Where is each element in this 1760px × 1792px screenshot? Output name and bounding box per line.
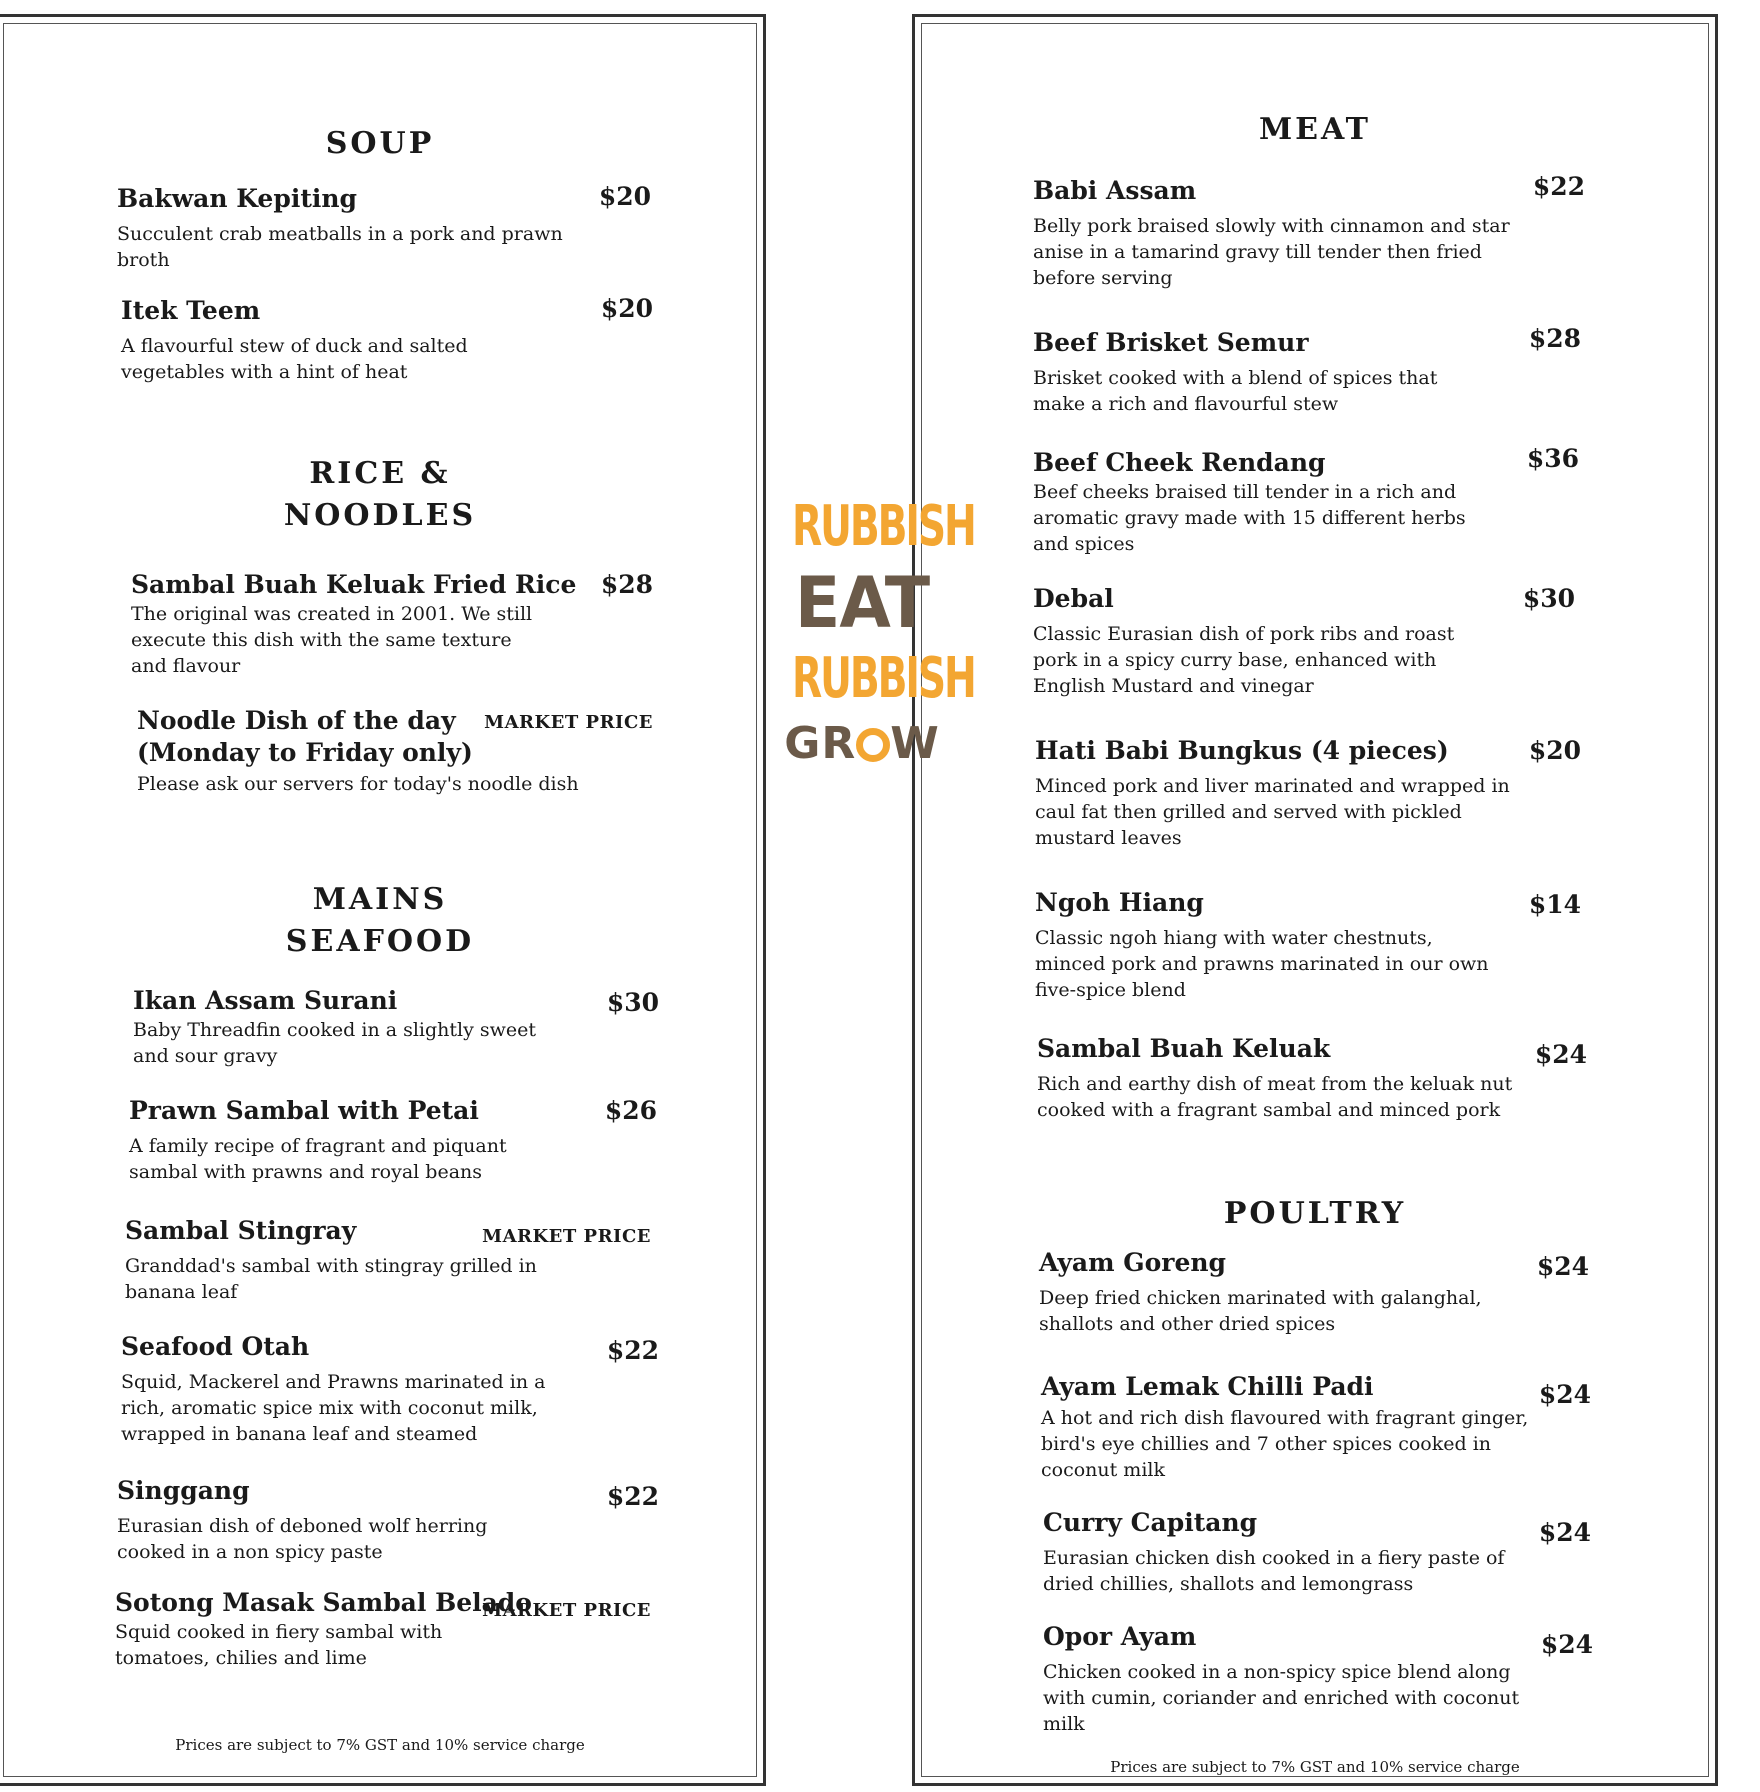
item-description: Belly pork braised slowly with cinnamon and star anise in a tamarind gravy till tender then fried before serving (1033, 215, 1510, 289)
logo-line: RUBBISH (792, 646, 975, 711)
item-price: $28 (1528, 324, 1581, 353)
item-price: $24 (1540, 1630, 1593, 1659)
item-name: Itek Teem (121, 296, 261, 325)
item-price: $24 (1534, 1040, 1587, 1069)
heading-line: SEAFOOD (285, 924, 475, 959)
menu-item (1035, 887, 1505, 1003)
item-description: Squid, Mackerel and Prawns marinated in a rich, aromatic spice mix with coconut milk, wrapped in banana leaf and steamed (121, 1371, 546, 1445)
item-price: MARKET PRICE (482, 1226, 651, 1247)
logo-line (762, 716, 962, 772)
item-name: Curry Capitang (1043, 1508, 1258, 1537)
logo-line: EAT (794, 562, 930, 644)
item-price: $26 (604, 1096, 657, 1125)
logo-text: W (890, 718, 940, 769)
item-price: $20 (600, 294, 653, 323)
item-description: Please ask our servers for today's noodle dish (137, 773, 579, 795)
section-heading-meat: MEAT (1258, 112, 1372, 147)
item-name: Seafood Otah (121, 1332, 310, 1361)
item-description: Rich and earthy dish of meat from the keluak nut cooked with a fragrant sambal and minced pork (1037, 1073, 1513, 1121)
item-name: Beef Brisket Semur (1033, 328, 1309, 357)
item-name: Opor Ayam (1043, 1622, 1197, 1651)
item-description: Brisket cooked with a blend of spices that make a rich and flavourful stew (1033, 367, 1438, 415)
pricing-footnote: Prices are subject to 7% GST and 10% service charge (1110, 1758, 1520, 1776)
heading-line: NOODLES (283, 498, 477, 533)
item-price: $30 (606, 988, 659, 1017)
menu-item (1039, 1247, 1499, 1337)
menu-item (1033, 327, 1493, 417)
item-price: $24 (1538, 1518, 1591, 1547)
item-description: Classic Eurasian dish of pork ribs and roast pork in a spicy curry base, enhanced with English Mustard and vinegar (1033, 623, 1455, 697)
left-menu-page (0, 14, 766, 1786)
item-description: Deep fried chicken marinated with galanghal, shallots and other dried spices (1039, 1287, 1482, 1335)
menu-item (121, 1331, 561, 1447)
menu-item (117, 183, 587, 273)
item-description: Beef cheeks braised till tender in a rich and aromatic gravy made with 15 different herbs and spices (1033, 481, 1466, 555)
item-name: Babi Assam (1033, 176, 1197, 205)
item-name: Ngoh Hiang (1035, 888, 1204, 917)
menu-item (1035, 735, 1515, 851)
right-menu-page (912, 14, 1718, 1786)
item-description: Minced pork and liver marinated and wrapped in caul fat then grilled and served with pickled mustard leaves (1035, 775, 1510, 849)
item-description: Succulent crab meatballs in a pork and prawn broth (117, 223, 563, 271)
item-name: Ayam Lemak Chilli Padi (1041, 1372, 1374, 1401)
item-price: $24 (1536, 1252, 1589, 1281)
item-name: Noodle Dish of the day (137, 706, 456, 735)
ring-icon (856, 728, 890, 762)
heading-line: MAINS (312, 882, 448, 917)
item-price: $14 (1528, 890, 1581, 919)
menu-item (1041, 1371, 1531, 1483)
menu-item (1033, 447, 1503, 557)
item-price: $22 (606, 1336, 659, 1365)
menu-item (115, 1587, 532, 1671)
item-name: Debal (1033, 584, 1114, 613)
item-price: $22 (606, 1482, 659, 1511)
item-price: $20 (598, 182, 651, 211)
menu-item (1033, 583, 1503, 699)
item-name: Hati Babi Bungkus (4 pieces) (1035, 736, 1449, 765)
item-name: Ikan Assam Surani (133, 986, 398, 1015)
item-price: $36 (1526, 444, 1579, 473)
item-price: MARKET PRICE (482, 1600, 651, 1621)
item-description: Classic ngoh hiang with water chestnuts, minced pork and prawns marinated in our own five-spice blend (1035, 927, 1489, 1001)
item-price: $22 (1532, 172, 1585, 201)
menu-item (117, 1475, 537, 1565)
item-price: $20 (1528, 736, 1581, 765)
menu-item (1043, 1507, 1533, 1597)
item-description: Eurasian dish of deboned wolf herring cooked in a non spicy paste (117, 1515, 488, 1563)
menu-item (133, 985, 553, 1069)
section-heading-rice-noodles (0, 453, 763, 537)
section-heading-poultry: POULTRY (1223, 1196, 1407, 1231)
menu-item (137, 705, 607, 797)
section-heading-soup: SOUP (325, 126, 435, 161)
item-name: Sambal Stingray (125, 1216, 357, 1245)
menu-item (129, 1095, 549, 1185)
item-name: Ayam Goreng (1039, 1248, 1227, 1277)
item-price: $28 (600, 570, 653, 599)
item-description: Chicken cooked in a non-spicy spice blend along with cumin, coriander and enriched with coconut milk (1043, 1661, 1520, 1735)
item-name: Prawn Sambal with Petai (129, 1096, 479, 1125)
menu-item (1037, 1033, 1527, 1123)
item-description: A family recipe of fragrant and piquant sambal with prawns and royal beans (129, 1135, 507, 1183)
item-name: Singgang (117, 1476, 250, 1505)
item-name: Sotong Masak Sambal Belado (115, 1588, 532, 1617)
item-price: $30 (1522, 584, 1575, 613)
item-description: The original was created in 2001. We still execute this dish with the same texture and flavour (131, 603, 533, 677)
item-description: Baby Threadfin cooked in a slightly sweet and sour gravy (133, 1019, 537, 1067)
item-description: Eurasian chicken dish cooked in a fiery paste of dried chillies, shallots and lemongrass (1043, 1547, 1505, 1595)
item-price: MARKET PRICE (484, 712, 653, 733)
item-description: Granddad's sambal with stingray grilled in banana leaf (125, 1255, 537, 1303)
menu-item (1043, 1621, 1533, 1737)
pricing-footnote: Prices are subject to 7% GST and 10% service charge (175, 1736, 585, 1754)
item-name: Sambal Buah Keluak Fried Rice (131, 570, 577, 599)
item-name: Bakwan Kepiting (117, 184, 358, 213)
item-name: Beef Cheek Rendang (1033, 448, 1326, 477)
item-price: $24 (1538, 1380, 1591, 1409)
menu-item (121, 295, 511, 385)
section-heading-mains-seafood (0, 879, 763, 963)
menu-item (131, 569, 577, 679)
item-name: Sambal Buah Keluak (1037, 1034, 1331, 1063)
item-description: A flavourful stew of duck and salted vegetables with a hint of heat (121, 335, 468, 383)
rubbish-eat-rubbish-grow-logo (762, 490, 975, 790)
heading-line: RICE & (309, 456, 451, 491)
item-description: A hot and rich dish flavoured with fragrant ginger, bird's eye chillies and 7 other spices cooked in coconut milk (1041, 1407, 1529, 1481)
menu-item (125, 1215, 565, 1305)
logo-line: RUBBISH (792, 494, 975, 559)
menu-item (1033, 175, 1523, 291)
item-description: Squid cooked in fiery sambal with tomatoes, chilies and lime (115, 1621, 443, 1669)
item-name-note: (Monday to Friday only) (137, 738, 473, 767)
logo-text: GR (784, 718, 857, 769)
